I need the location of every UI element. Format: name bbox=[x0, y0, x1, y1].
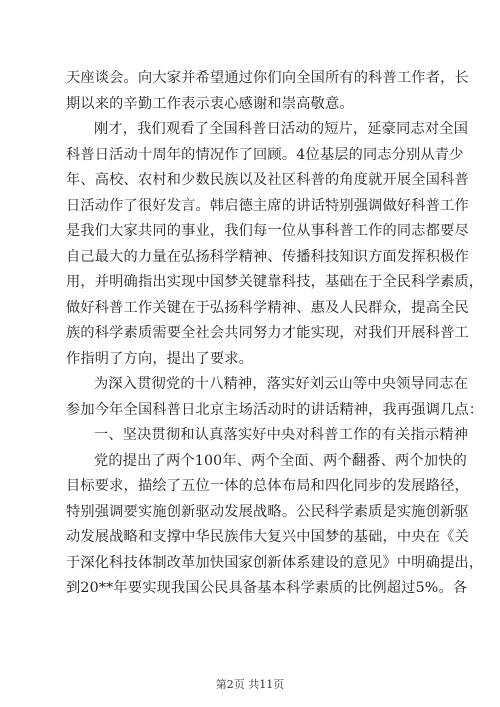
text-line: 科普日活动十周年的情况作了回顾。4位基层的同志分别从青少 bbox=[66, 146, 464, 163]
text-line: 用，并明确指出实现中国梦关键靠科技，基础在于全民科学素质， bbox=[66, 274, 484, 290]
page-footer: 第2页 共11页 bbox=[215, 678, 285, 691]
body-text bbox=[66, 66, 484, 602]
text-line: 期以来的辛勤工作表示衷心感谢和崇高敬意。 bbox=[66, 95, 354, 112]
text-line: 做好科普工作关键在于弘扬科学精神、惠及人民群众，提高全民 bbox=[66, 299, 469, 316]
text-line: 是我们大家共同的事业，我们每一位从事科普工作的同志都要尽 bbox=[66, 223, 469, 239]
text-line: 党的提出了两个100年、两个全面、两个翻番、两个加快的 bbox=[94, 452, 467, 469]
text-line: 参加今年全国科普日北京主场活动时的讲话精神，我再强调几点： bbox=[66, 401, 484, 418]
text-line: 刚才，我们观看了全国科普日活动的短片，延豪同志对全国 bbox=[94, 121, 469, 137]
text-line: 自己最大的力量在弘扬科学精神、传播科技知识方面发挥积极作 bbox=[66, 248, 469, 265]
text-line: 天座谈会。向大家并希望通过你们向全国所有的科普工作者，长 bbox=[66, 70, 469, 86]
text-line: 到20**年要实现我国公民具备基本科学素质的比例超过5%。各 bbox=[66, 580, 468, 596]
text-line: 族的科学素质需要全社会共同努力才能实现，对我们开展科普工 bbox=[66, 325, 469, 341]
text-line: 动发展战略和支撑中华民族伟大复兴中国梦的基础，中央在《关 bbox=[66, 529, 469, 545]
text-line: 日活动作了很好发言。韩启德主席的讲话特别强调做好科普工作 bbox=[66, 197, 469, 214]
text-line: 于深化科技体制改革加快国家创新体系建设的意见》中明确提出， bbox=[66, 554, 484, 571]
text-line: 目标要求，描绘了五位一体的总体布局和四化同步的发展路径， bbox=[66, 478, 469, 494]
text-line: 特别强调要实施创新驱动发展战略。公民科学素质是实施创新驱 bbox=[66, 503, 469, 520]
text-line: 为深入贯彻党的十八精神，落实好刘云山等中央领导同志在 bbox=[94, 376, 469, 392]
section-heading: 一、坚决贯彻和认真落实好中央对科普工作的有关指示精神 bbox=[94, 427, 469, 443]
text-line: 年、高校、农村和少数民族以及社区科普的角度就开展全国科普 bbox=[66, 172, 469, 188]
text-line: 作指明了方向，提出了要求。 bbox=[66, 350, 254, 367]
